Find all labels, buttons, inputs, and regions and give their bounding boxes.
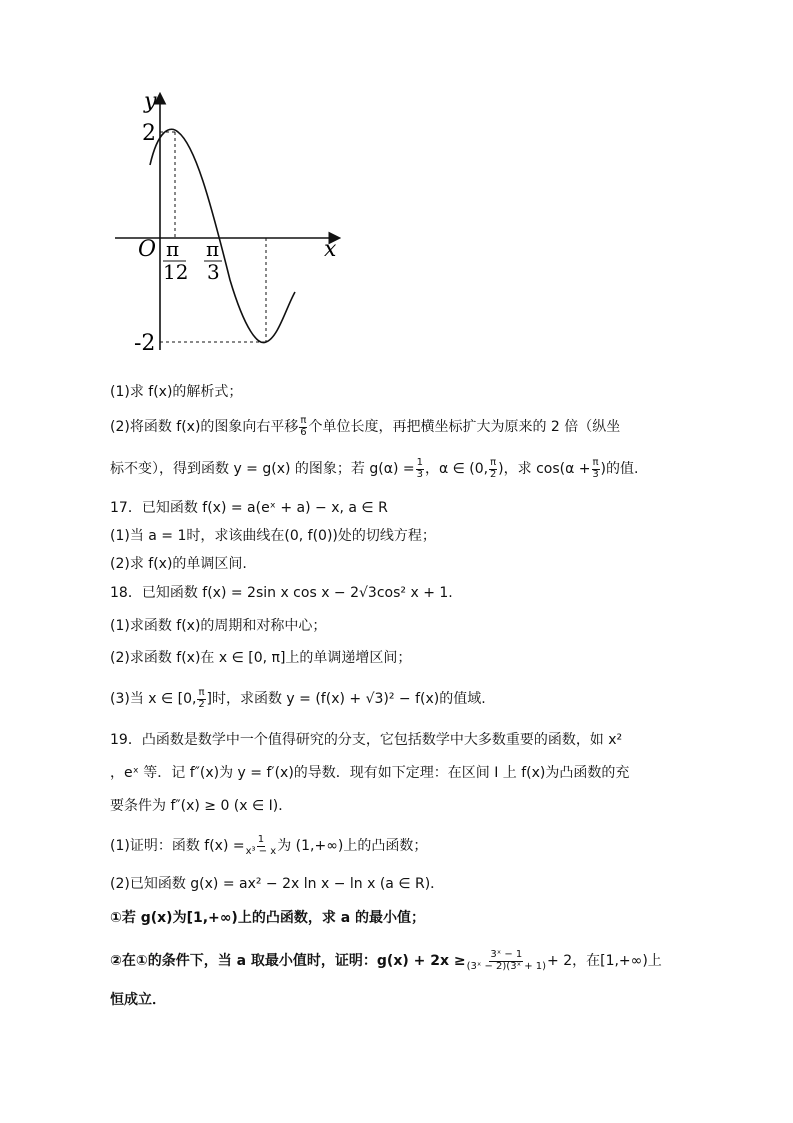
x-tick2-num: π	[206, 237, 220, 261]
q16-part1: (1)求 f(x)的解析式；	[110, 384, 243, 400]
q17-part1: (1)当 a = 1时，求该曲线在(0, f(0))处的切线方程；	[110, 528, 436, 544]
function-graph	[100, 80, 370, 370]
q18-stem: 18．已知函数 f(x) = 2sin x cos x − 2√3cos² x + 1.	[110, 585, 453, 601]
x-tick2-den: 3	[207, 260, 220, 284]
q16-part2-line2: 标不变），得到函数 y = g(x) 的图象；若 g(α) = $\frac{1}{3}$ ，α ∈ (0, $\frac{\pi}{2}$ )，求 cos(α + $\frac{\pi}{3}$ )的值.	[110, 457, 639, 480]
q19-stem-line3: 要条件为 f″(x) ≥ 0 (x ∈ I)．	[110, 798, 293, 814]
q19-stem-line1: 19．凸函数是数学中一个值得研究的分支，它包括数学中大多数重要的函数，如 x²	[110, 732, 623, 748]
q18-part2: (2)求函数 f(x)在 x ∈ [0, π]上的单调递增区间；	[110, 650, 412, 666]
y-tick-top: 2	[142, 121, 156, 146]
y-axis-label: y	[144, 89, 157, 114]
origin-label: O	[138, 237, 157, 262]
y-tick-bottom: -2	[134, 331, 156, 356]
q18-part3: (3)当 x ∈ [0, $\frac{\pi}{2}$ ]时，求函数 y = (f(x) + √3)² − f(x)的值域.	[110, 687, 486, 710]
x-tick1-num: π	[166, 237, 180, 261]
fraction: $\frac{\pi}{2}$	[489, 457, 497, 480]
sine-curve	[150, 129, 295, 342]
fraction: $\frac{\pi}{6}$	[300, 415, 307, 438]
fraction: $\frac{1}{\text{x³ − x}}$	[245, 834, 277, 857]
fraction: $\frac{\pi}{2}$	[198, 687, 205, 710]
q18-part1: (1)求函数 f(x)的周期和对称中心；	[110, 618, 327, 634]
q19-part2-sub1: ①若 g(x)为[1,+∞)上的凸函数，求 a 的最小值；	[110, 910, 426, 926]
fraction: $\frac{1}{3}$	[416, 457, 423, 480]
x-axis-label: x	[324, 237, 337, 262]
q19-part2-sub2: ②在①的条件下，当 a 取最小值时，证明：g(x) + 2x ≥ $\frac{\text{3ˣ − 1}}{\text{(3ˣ − 2)(3ˣ + 1)}}$ + 2，在[1,+∞)上	[110, 949, 662, 972]
q16-part2-line1: (2)将函数 f(x)的图象向右平移 $\frac{\pi}{6}$ 个单位长度，再把横坐标扩大为原来的 2 倍（纵坐	[110, 415, 621, 438]
q19-part2: (2)已知函数 g(x) = ax² − 2x ln x − ln x (a ∈ R)．	[110, 876, 445, 892]
q17-part2: (2)求 f(x)的单调区间.	[110, 556, 247, 572]
q19-stem-line2: ，eˣ 等．记 f″(x)为 y = f′(x)的导数．现有如下定理：在区间 I 上 f(x)为凸函数的充	[110, 765, 630, 781]
q19-part2-sub2-cont: 恒成立．	[110, 992, 166, 1008]
q19-part1: (1)证明：函数 f(x) = $\frac{1}{\text{x³ − x}}$ 为 (1,+∞)上的凸函数；	[110, 834, 428, 857]
q17-stem: 17．已知函数 f(x) = a(eˣ + a) − x, a ∈ R	[110, 500, 388, 516]
fraction: $\frac{\text{3ˣ − 1}}{\text{(3ˣ − 2)(3ˣ + 1)}}$	[466, 949, 547, 972]
fraction: $\frac{\pi}{3}$	[592, 457, 599, 480]
x-tick1-den: 12	[163, 260, 189, 284]
